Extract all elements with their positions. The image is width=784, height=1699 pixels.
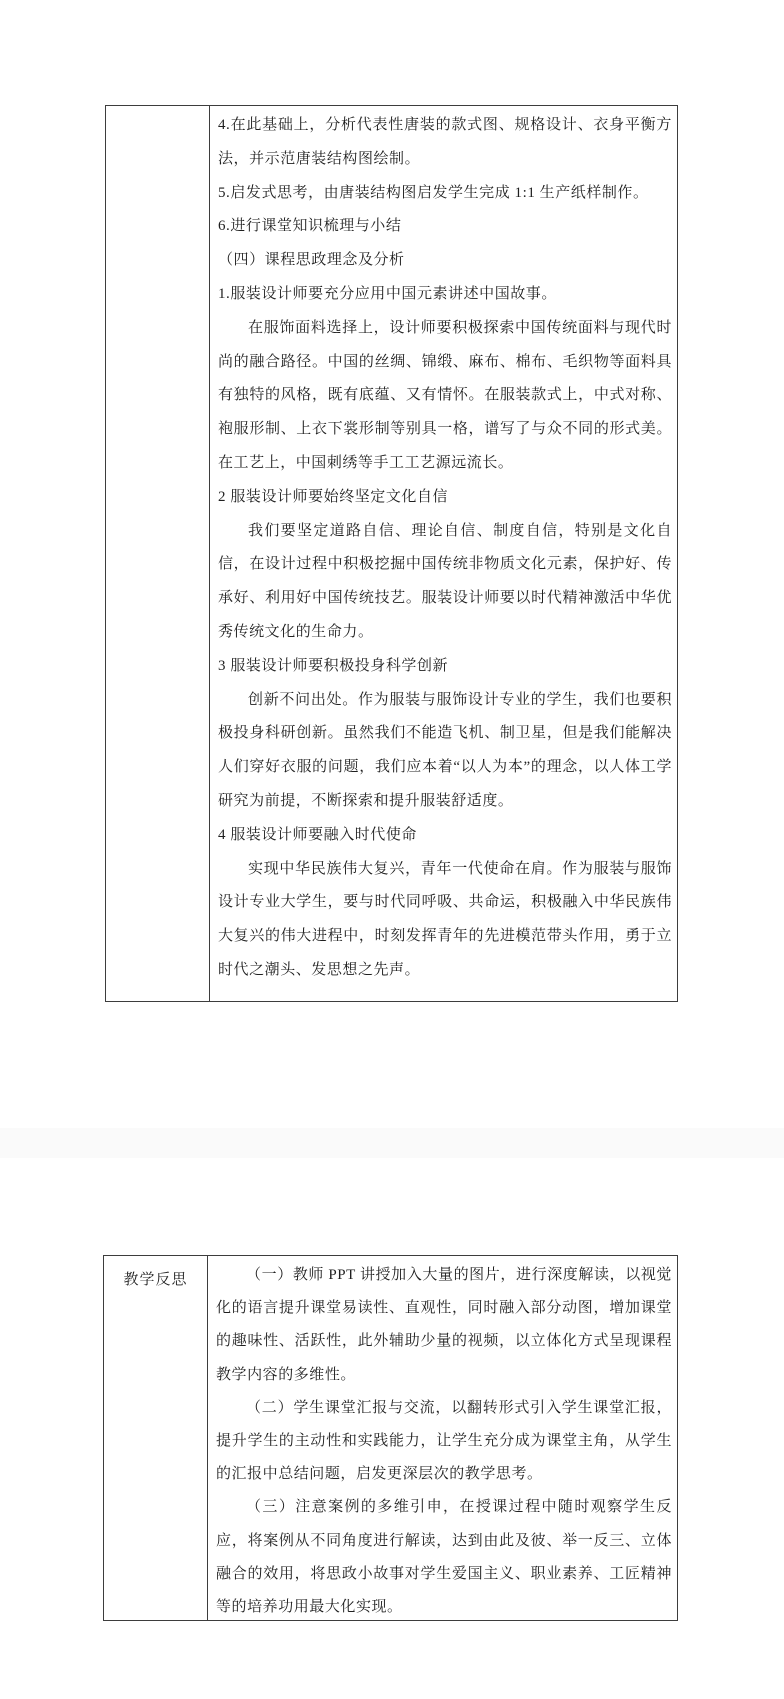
- teaching-reflection-content-cell: [208, 1256, 677, 1620]
- content-paragraph: 1.服装设计师要充分应用中国元素讲述中国故事。: [218, 285, 557, 302]
- content-paragraph: 2 服装设计师要始终坚定文化自信: [218, 488, 449, 505]
- content-paragraph: （二）学生课堂汇报与交流，以翻转形式引入学生课堂汇报，提升学生的主动性和实践能力，让学生充分成为课堂主角，从学生的汇报中总结问题，启发更深层次的教学思考。: [216, 1399, 672, 1483]
- content-paragraph: 3 服装设计师要积极投身科学创新: [218, 657, 449, 674]
- content-paragraph: 创新不问出处。作为服装与服饰设计专业的学生，我们也要积极投身科研创新。虽然我们不能造飞机、制卫星，但是我们能解决人们穿好衣服的问题，我们应本着“以人为本”的理念，以人体工学研究为前提，不断探索和提升服装舒适度。: [218, 691, 672, 809]
- lesson-plan-content-cell: [210, 106, 677, 1001]
- content-paragraph: 5.启发式思考，由唐装结构图启发学生完成 1:1 生产纸样制作。: [218, 184, 649, 201]
- content-paragraph: （三）注意案例的多维引申，在授课过程中随时观察学生反应，将案例从不同角度进行解读，达到由此及彼、举一反三、立体融合的效用，将思政小故事对学生爱国主义、职业素养、工匠精神等的培养功用最大化实现。: [216, 1499, 672, 1616]
- lesson-plan-row-header-cell: [106, 106, 210, 1001]
- teaching-reflection-row-header-cell: 教学反思: [104, 1256, 208, 1620]
- content-paragraph: 在服饰面料选择上，设计师要积极探索中国传统面料与现代时尚的融合路径。中国的丝绸、锦缎、麻布、棉布、毛织物等面料具有独特的风格，既有底蕴、又有情怀。在服装款式上，中式对称、袍服形制、上衣下裳形制等别具一格，谱写了与众不同的形式美。在工艺上，中国刺绣等手工工艺源远流长。: [218, 319, 672, 471]
- content-paragraph: 6.进行课堂知识梳理与小结: [218, 218, 402, 235]
- content-paragraph: （四）课程思政理念及分析: [218, 252, 405, 269]
- content-paragraph: 4.在此基础上，分析代表性唐装的款式图、规格设计、衣身平衡方法，并示范唐装结构图绘制。: [218, 117, 672, 167]
- page-break-band: [0, 1128, 784, 1158]
- teaching-reflection-table: [103, 1255, 678, 1621]
- content-paragraph: 实现中华民族伟大复兴，青年一代使命在肩。作为服装与服饰设计专业大学生，要与时代同呼吸、共命运，积极融入中华民族伟大复兴的伟大进程中，时刻发挥青年的先进模范带头作用，勇于立时代之潮头、发思想之先声。: [218, 860, 672, 978]
- content-paragraph: 4 服装设计师要融入时代使命: [218, 826, 417, 843]
- content-paragraph: 我们要坚定道路自信、理论自信、制度自信，特别是文化自信，在设计过程中积极挖掘中国传统非物质文化元素，保护好、传承好、利用好中国传统技艺。服装设计师要以时代精神激活中华优秀传统文化的生命力。: [218, 522, 672, 640]
- content-paragraph: （一）教师 PPT 讲授加入大量的图片，进行深度解读，以视觉化的语言提升课堂易读性、直观性，同时融入部分动图，增加课堂的趣味性、活跃性，此外辅助少量的视频，以立体化方式呈现课程教学内容的多维性。: [216, 1267, 672, 1383]
- lesson-plan-table: [105, 105, 678, 1002]
